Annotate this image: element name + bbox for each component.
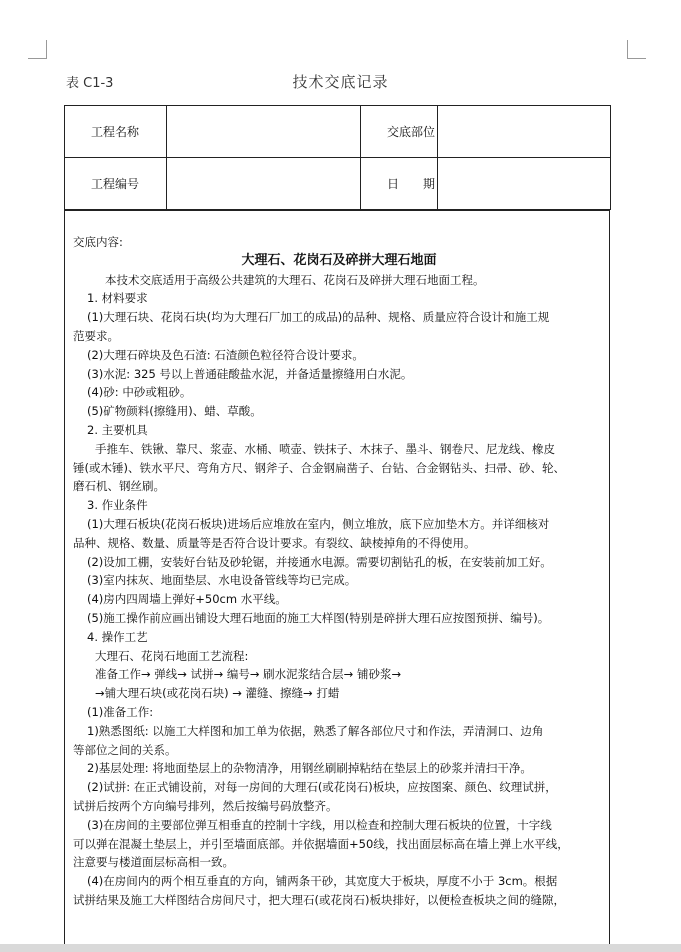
content-line: (2)设加工棚，安装好台钻及砂轮锯，并接通水电源。需要切割钻孔的板，在安装前加工好。 xyxy=(87,554,552,569)
content-line: 准备工作→ 弹线→ 试拼→ 编号→ 刷水泥浆结合层→ 铺砂浆→ xyxy=(95,667,402,682)
content-line: 3. 作业条件 xyxy=(87,498,148,513)
content-line: 本技术交底适用于高级公共建筑的大理石、花岗石及碎拼大理石地面工程。 xyxy=(105,272,485,287)
content-line: (4)在房间内的两个相互垂直的方向，铺两条干砂，其宽度大于板块，厚度不小于 3cm。根据 xyxy=(87,874,558,889)
content-line: (5)施工操作前应画出铺设大理石地面的施工大样图(特别是碎拼大理石应按图预拼、编号)。 xyxy=(87,610,550,625)
content-line: 手推车、铁锹、靠尺、浆壶、水桶、喷壶、铁抹子、木抹子、墨斗、钢卷尺、尼龙线、橡皮 xyxy=(95,441,555,456)
content-line: 可以弹在混凝土垫层上，并引至墙面底部。并依据墙面+50线，找出面层标高在墙上弹上水平线， xyxy=(73,836,569,851)
date-label: 日 期 xyxy=(361,158,438,210)
content-line: (2)大理石碎块及色石渣: 石渣颜色粒径符合设计要求。 xyxy=(87,347,364,362)
content-line: 大理石、花岗石地面工艺流程: xyxy=(95,648,249,663)
disclosure-part-value[interactable] xyxy=(438,106,611,158)
project-number-value[interactable] xyxy=(167,158,361,210)
content-body xyxy=(73,233,605,910)
content-line: 1. 材料要求 xyxy=(87,291,148,306)
content-line: →铺大理石块(或花岗石块) → 灌缝、擦缝→ 打蜡 xyxy=(95,686,340,701)
content-line: 试拼结果及施工大样图结合房间尺寸，把大理石(或花岗石)板块排好，以便检查板块之间的缝隙， xyxy=(73,892,565,907)
disclosure-content-box xyxy=(64,210,610,952)
content-line: (3)室内抹灰、地面垫层、水电设备管线等均已完成。 xyxy=(87,573,357,588)
content-line: 试拼后按两个方向编号排列，然后按编号码放整齐。 xyxy=(73,798,338,813)
content-line: 1)熟悉图纸: 以施工大样图和加工单为依据，熟悉了解各部位尺寸和作法，弄清洞口、边角 xyxy=(87,723,544,738)
page-gap-bar xyxy=(0,944,681,952)
content-line: 2)基层处理: 将地面垫层上的杂物清净，用钢丝刷刷掉粘结在垫层上的砂浆并清扫干净。 xyxy=(87,761,532,776)
form-number: 表 C1-3 xyxy=(66,76,114,91)
content-line: (1)大理石板块(花岗石板块)进场后应堆放在室内，侧立堆放，底下应加垫木方。并详细核对 xyxy=(87,516,550,531)
content-line: 4. 操作工艺 xyxy=(87,629,148,644)
content-line: 品种、规格、数量、质量等是否符合设计要求。有裂纹、缺棱掉角的不得使用。 xyxy=(73,535,476,550)
crop-mark-top-right xyxy=(627,40,646,59)
content-line: (1)大理石块、花岗石块(均为大理石厂加工的成品)的品种、规格、质量应符合设计和施工规 xyxy=(87,310,550,325)
content-line: (5)矿物颜料(擦缝用)、蜡、草酸。 xyxy=(87,404,262,419)
content-line: 锤(或木锤)、铁水平尺、弯角方尺、钢斧子、合金钢扁凿子、台钻、合金钢钻头、扫帚、砂、轮、 xyxy=(73,460,565,475)
project-name-value[interactable] xyxy=(167,106,361,158)
content-line: (1)准备工作: xyxy=(87,704,154,719)
crop-mark-top-left xyxy=(28,40,47,59)
project-name-label: 工程名称 xyxy=(65,106,167,158)
content-line: 注意要与楼道面层标高相一致。 xyxy=(73,855,234,870)
disclosure-part-label: 交底部位 xyxy=(361,106,438,158)
info-table xyxy=(64,105,611,210)
content-line: (4)房内四周墙上弹好+50cm 水平线。 xyxy=(87,592,287,607)
project-number-label: 工程编号 xyxy=(65,158,167,210)
content-line: (4)砂: 中砂或粗砂。 xyxy=(87,385,192,400)
content-heading: 大理石、花岗石及碎拼大理石地面 xyxy=(241,252,437,268)
date-value[interactable] xyxy=(438,158,611,210)
content-line: (2)试拼: 在正式铺设前，对每一房间的大理石(或花岗石)板块，应按图案、颜色、纹理试拼， xyxy=(87,780,557,795)
content-line: 磨石机、钢丝刷。 xyxy=(73,479,165,494)
content-line: (3)在房间的主要部位弹互相垂直的控制十字线，用以检查和控制大理石板块的位置，十字线 xyxy=(87,817,552,832)
content-line: 等部位之间的关系。 xyxy=(73,742,177,757)
content-line: 2. 主要机具 xyxy=(87,422,148,437)
content-line: (3)水泥: 325 号以上普通硅酸盐水泥，并备适量擦缝用白水泥。 xyxy=(87,366,413,381)
content-label: 交底内容: xyxy=(73,235,123,249)
content-line: 范要求。 xyxy=(73,328,119,343)
document-title: 技术交底记录 xyxy=(292,73,389,91)
